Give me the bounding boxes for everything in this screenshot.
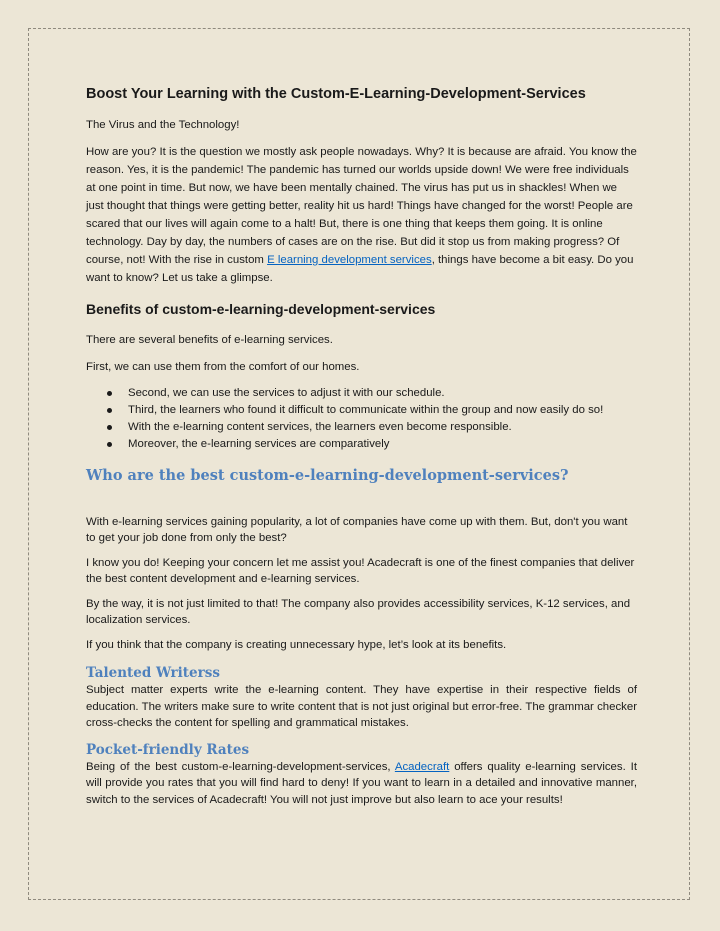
best-paragraph-4: If you think that the company is creating unnecessary hype, let’s look at its benefits.: [86, 639, 507, 651]
benefits-list: [86, 385, 637, 453]
document-page: [28, 28, 690, 900]
intro-heading: The Virus and the Technology!: [86, 119, 240, 131]
list-item: [86, 402, 637, 419]
best-services-heading: Who are the best custom-e-learning-development-services?: [86, 467, 569, 484]
benefits-paragraph-1: There are several benefits of e-learning services.: [86, 334, 333, 346]
bullet-icon: [107, 425, 112, 430]
benefits-heading: Benefits of custom-e-learning-development-services: [86, 301, 436, 317]
list-item-text: Third, the learners who found it difficult to communicate within the group and now easily do so!: [128, 404, 604, 416]
benefits-paragraph-2: First, we can use them from the comfort of our homes.: [86, 361, 360, 373]
rates-text-before: Being of the best custom-e-learning-development-services,: [86, 760, 395, 773]
list-item-text: Second, we can use the services to adjust it with our schedule.: [128, 387, 445, 399]
document-title: Boost Your Learning with the Custom-E-Learning-Development-Services: [86, 86, 586, 102]
intro-paragraph: [86, 143, 637, 287]
list-item: [86, 419, 637, 436]
best-paragraph-1: With e-learning services gaining popularity, a lot of companies have come up with them. But, don't you want to get your job done from only the best?: [86, 516, 628, 544]
acadecraft-link[interactable]: Acadecraft: [394, 760, 450, 773]
intro-text-after: , things have become a bit easy. Do you want to know? Let us take a glimpse.: [86, 254, 634, 284]
rates-paragraph: [86, 759, 637, 809]
best-paragraph-3: By the way, it is not just limited to that! The company also provides accessibility services, K-12 services, and localization services.: [86, 598, 631, 626]
document-content: [86, 86, 637, 817]
intro-text-before: How are you? It is the question we mostly ask people nowadays. Why? It is because are afraid. You know the reason. Yes, it is the pandemic! The pandemic has turned our worlds upside down! We were free individuals at one point in time. But now, we have been mentally chained. The virus has put us in shackles! When we just thought that things were getting better, reality hit us hard! Things have changed for the worst! People are scared that our lives will again come to a halt! But, there is one thing that keeps them going. It is online technology. Day by day, the numbers of cases are on the rise. But did it stop us from making progress? Of course, not! With the rise in custom: [86, 146, 637, 266]
rates-heading: Pocket-friendly Rates: [86, 741, 250, 758]
rates-text-after: offers quality e-learning services. It will provide you rates that you will find hard to deny! If you want to learn in a detailed and innovative manner, switch to the services of Acadecraft! You will not just improve but also learn to ace your results!: [86, 760, 637, 806]
best-paragraph-2: I know you do! Keeping your concern let me assist you! Acadecraft is one of the finest companies that deliver the best content development and e-learning services.: [86, 557, 635, 585]
writers-paragraph: Subject matter experts write the e-learning content. They have expertise in their respective fields of education. The writers make sure to write content that is not just original but error-free. The grammar checker cross-checks the content for spelling and grammatical mistakes.: [86, 684, 637, 729]
list-item-text: Moreover, the e-learning services are comparatively: [128, 438, 390, 450]
bullet-icon: [107, 408, 112, 413]
bullet-icon: [107, 442, 112, 447]
elearning-services-link[interactable]: E learning development services: [267, 254, 432, 266]
list-item: [86, 436, 637, 453]
list-item: [86, 385, 637, 402]
list-item-text: With the e-learning content services, the learners even become responsible.: [128, 421, 512, 433]
writers-heading: Talented Writerss: [86, 665, 220, 681]
bullet-icon: [107, 391, 112, 396]
